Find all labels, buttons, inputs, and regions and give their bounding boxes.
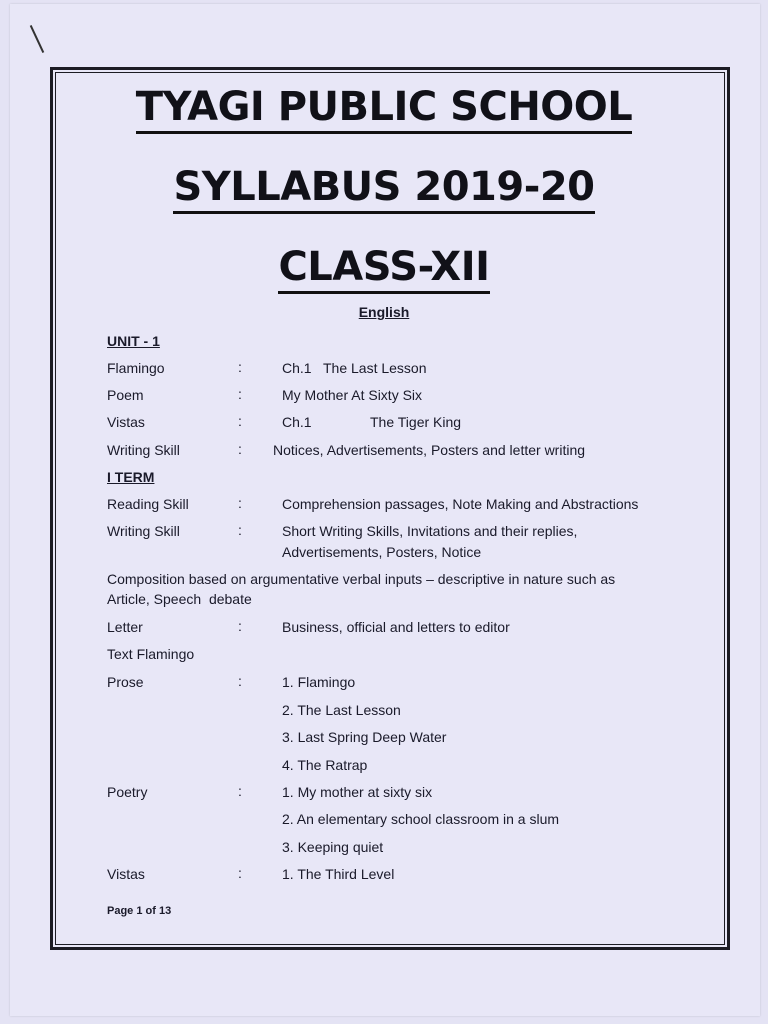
poetry-colon: : <box>238 783 242 799</box>
unit1-vistas-colon: : <box>238 413 242 429</box>
unit1-poem-colon: : <box>238 386 242 402</box>
term1-reading-label: Reading Skill <box>107 496 189 512</box>
prose-colon: : <box>238 673 242 689</box>
syllabus-title: SYLLABUS 2019-20 <box>0 164 768 210</box>
prose-item: 2. The Last Lesson <box>282 702 401 718</box>
vistas-item: 1. The Third Level <box>282 866 395 882</box>
term1-reading-colon: : <box>238 495 242 511</box>
page-number: Page 1 of 13 <box>107 905 172 917</box>
prose-label: Prose <box>107 674 144 690</box>
term1-writing-colon: : <box>238 522 242 538</box>
vistas-label: Vistas <box>107 866 145 882</box>
unit1-poem-value: My Mother At Sixty Six <box>282 387 423 403</box>
letter-label: Letter <box>107 619 143 635</box>
term1-heading: I TERM <box>107 469 155 485</box>
poetry-label: Poetry <box>107 784 148 800</box>
letter-colon: : <box>238 618 242 634</box>
unit1-writing-value: Notices, Advertisements, Posters and letter writing <box>273 442 586 458</box>
unit1-heading: UNIT - 1 <box>107 333 160 349</box>
term1-writing-value-line1: Short Writing Skills, Invitations and their replies, <box>282 523 578 539</box>
unit1-flamingo-colon: : <box>238 359 242 375</box>
poetry-item: 3. Keeping quiet <box>282 839 384 855</box>
composition-line2: Article, Speech debate <box>107 591 252 607</box>
composition-line1: Composition based on argumentative verbal inputs – descriptive in nature such as <box>107 571 616 587</box>
school-title: TYAGI PUBLIC SCHOOL <box>0 84 768 130</box>
prose-item: 3. Last Spring Deep Water <box>282 729 447 745</box>
unit1-poem-label: Poem <box>107 387 144 403</box>
subject-heading: English <box>358 304 410 320</box>
term1-reading-value: Comprehension passages, Note Making and Abstractions <box>282 496 639 512</box>
prose-item: 1. Flamingo <box>282 674 356 690</box>
class-title: CLASS-XII <box>0 244 768 290</box>
prose-item: 4. The Ratrap <box>282 757 368 773</box>
text-flamingo-heading: Text Flamingo <box>107 646 195 662</box>
poetry-item: 2. An elementary school classroom in a slum <box>282 811 560 827</box>
term1-writing-value-line2: Advertisements, Posters, Notice <box>282 544 482 560</box>
unit1-vistas-label: Vistas <box>107 414 145 430</box>
unit1-writing-label: Writing Skill <box>107 442 180 458</box>
letter-value: Business, official and letters to editor <box>282 619 510 635</box>
vistas-colon: : <box>238 865 242 881</box>
unit1-writing-colon: : <box>238 441 242 457</box>
unit1-flamingo-value: Ch.1 The Last Lesson <box>282 360 427 376</box>
poetry-item: 1. My mother at sixty six <box>282 784 433 800</box>
term1-writing-label: Writing Skill <box>107 523 180 539</box>
unit1-flamingo-label: Flamingo <box>107 360 165 376</box>
unit1-vistas-chapter: Ch.1 <box>282 414 312 430</box>
unit1-vistas-value: The Tiger King <box>370 414 462 430</box>
